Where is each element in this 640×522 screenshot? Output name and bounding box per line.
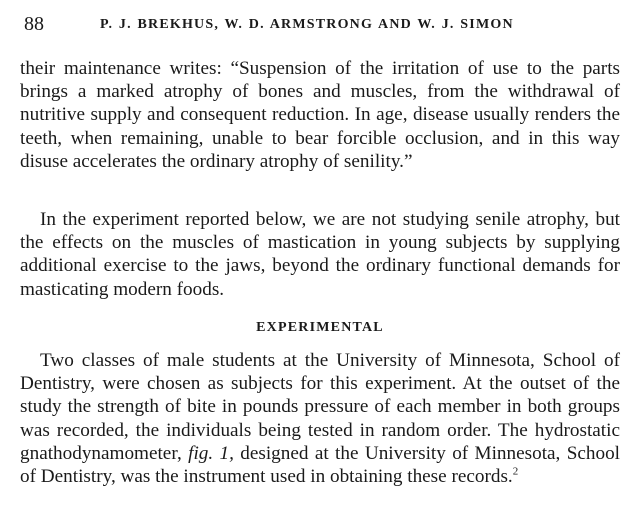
method-text-end: designed at the University of Minnesota, School of Dentistry, was the instrument used in obtaining these records. [20, 442, 620, 488]
page-number: 88 [24, 13, 44, 35]
paragraph-experiment-scope: In the experiment reported below, we are not studying senile atrophy, but the effects on the muscles of mastication in young subjects by supplying additional exercise to the jaws, beyond the ordinary functional demands for masticating modern foods. [20, 209, 620, 300]
figure-reference: fig. 1, [188, 442, 234, 464]
paragraph-quote-continuation: their maintenance writes: “Suspension of the irritation of use to the parts brings a marked atrophy of bones and muscles, from the withdrawal of nutritive supply and consequent reduction. In age, disease usually renders the teeth, when remaining, unable to bear forcible occlusion, and in this way disuse accelerates the ordinary atrophy of senility.” [20, 58, 620, 172]
page-header [24, 10, 616, 38]
paragraph-experimental-method [20, 349, 620, 488]
running-head: P. J. BREKHUS, W. D. ARMSTRONG AND W. J. SIMON [100, 17, 514, 32]
footnote-marker: 2 [512, 465, 519, 478]
section-heading-experimental: EXPERIMENTAL [256, 320, 384, 335]
method-text-start: Two classes of male students at the University of Minnesota, School of Dentistry, were chosen as subjects for this experiment. At the outset of the study the strength of bite in pounds pressure of each member in both groups was recorded, the individuals being tested in random order. The hydrostatic gnathodynamometer, [20, 350, 620, 464]
